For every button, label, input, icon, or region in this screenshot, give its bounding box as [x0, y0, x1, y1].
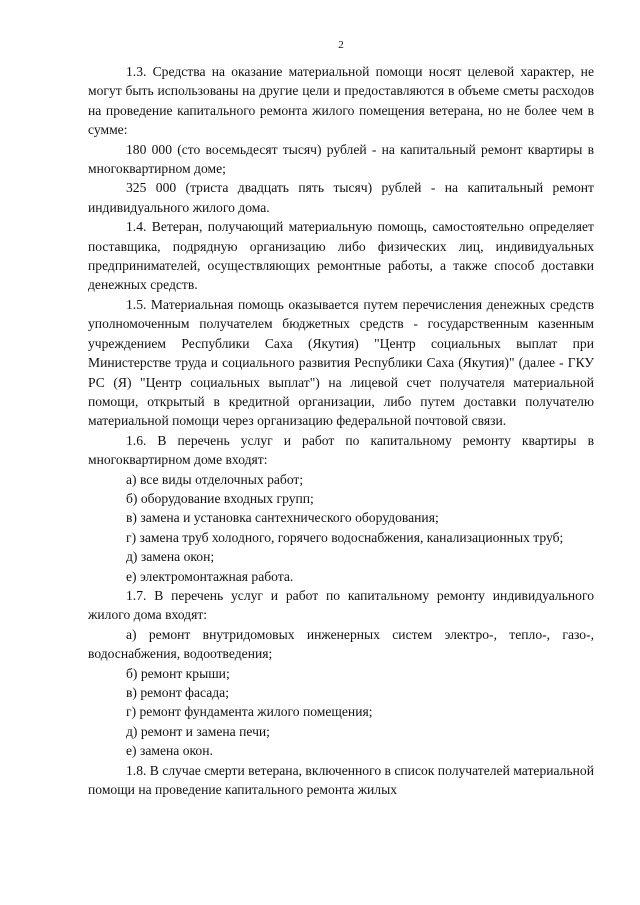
page-number: 2: [338, 39, 344, 51]
list-item: а) все виды отделочных работ;: [126, 471, 304, 487]
list-item: г) ремонт фундамента жилого помещения;: [126, 704, 373, 720]
paragraph-amount-apartment: 180 000 (сто восемьдесят тысяч) рублей - на капитальный ремонт квартиры в многоквартирном доме;: [88, 141, 594, 177]
list-item: е) электромонтажная работа.: [126, 568, 294, 584]
list-item: в) ремонт фасада;: [126, 685, 229, 700]
paragraph-1-3: 1.3. Средства на оказание материальной помощи носят целевой характер, не могут быть использованы на другие цели и предоставляются в объеме сметы расходов на проведение капитального ремонта жилого помещения ветерана, но не более чем в сумме:: [88, 64, 594, 138]
list-item: д) замена окон;: [126, 549, 215, 565]
paragraph-1-8: 1.8. В случае смерти ветерана, включенного в список получателей материальной помощи на проведение капитального ремонта жилых: [88, 762, 594, 798]
paragraph-amount-house: 325 000 (триста двадцать пять тысяч) рублей - на капитальный ремонт индивидуального жилого дома.: [88, 180, 594, 215]
paragraph-1-6: 1.6. В перечень услуг и работ по капитальному ремонту квартиры в многоквартирном доме входят:: [88, 432, 594, 468]
paragraph-1-4: 1.4. Ветеран, получающий материальную помощь, самостоятельно определяет поставщика, подрядную организацию либо физических лиц, индивидуальных предпринимателей, осуществляющих ремонтные работы, а также способ доставки денежных средств.: [88, 219, 594, 293]
list-item: а) ремонт внутридомовых инженерных систем электро-, тепло-, газо-, водоснабжения, водоотведения;: [88, 626, 594, 662]
paragraph-1-7: 1.7. В перечень услуг и работ по капитальному ремонту индивидуального жилого дома входят:: [88, 587, 594, 623]
list-item: б) оборудование входных групп;: [126, 490, 314, 506]
list-item: б) ремонт крыши;: [126, 665, 230, 681]
list-item: е) замена окон.: [126, 743, 213, 759]
list-item: д) ремонт и замена печи;: [126, 723, 270, 739]
paragraph-1-5: 1.5. Материальная помощь оказывается путем перечисления денежных средств уполномоченным получателем бюджетных средств - государственным казенным учреждением Республики Саха (Якутия) "Центр социальных выплат при Министерстве труда и социального развития Республики Саха (Якутия)" (далее - ГКУ РС (Я) "Центр социальных выплат") на лицевой счет получателя материальной помощи, открытый в кредитной организации, либо путем доставки получателю материальной помощи через организацию федеральной почтовой связи.: [88, 296, 594, 429]
list-item: в) замена и установка сантехнического оборудования;: [126, 510, 439, 526]
list-item: г) замена труб холодного, горячего водоснабжения, канализационных труб;: [126, 529, 564, 545]
